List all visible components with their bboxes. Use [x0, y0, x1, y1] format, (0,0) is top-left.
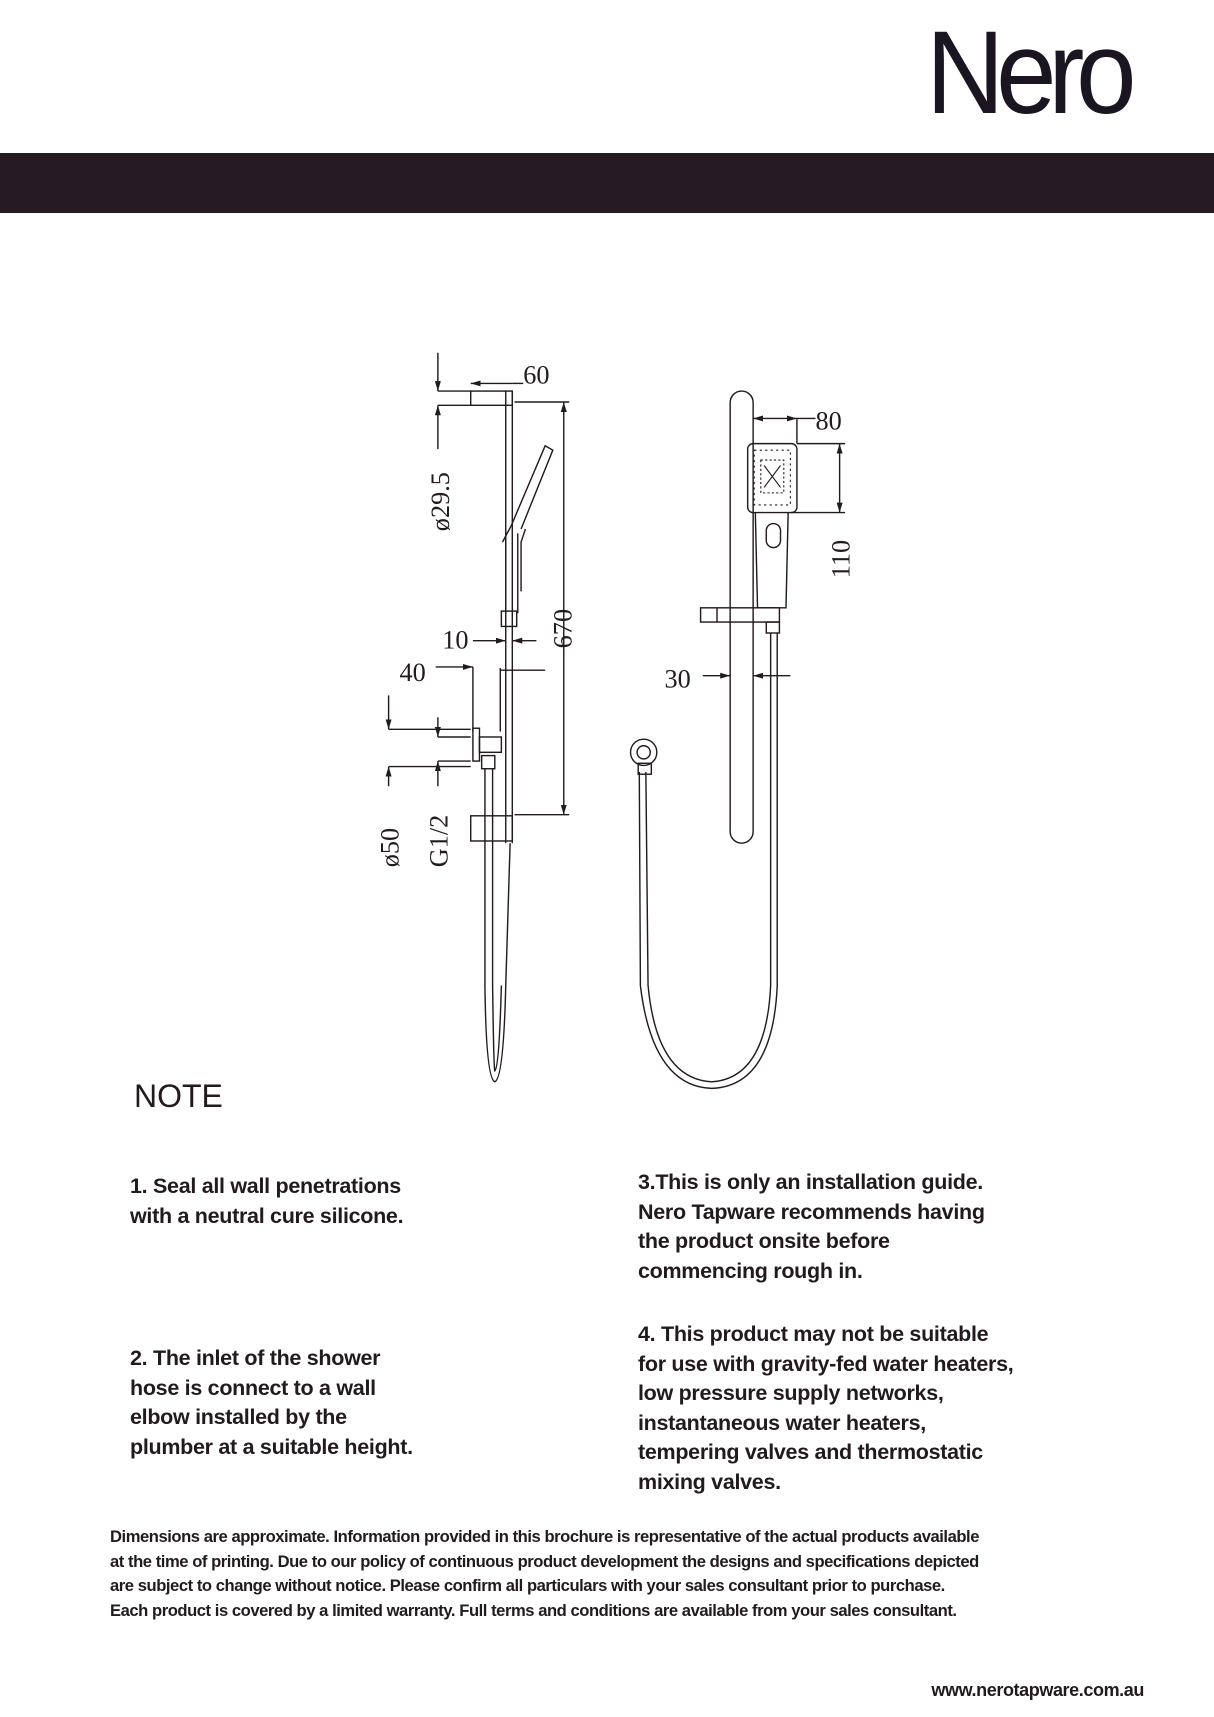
note-line: 3.This is only an installation guide. [638, 1170, 983, 1194]
dim-60: 60 [523, 360, 550, 390]
note-2 [130, 1344, 413, 1462]
dim-diameter-29-5: ø29.5 [425, 472, 455, 532]
spray-nozzles [754, 450, 790, 505]
dim-40: 40 [399, 658, 426, 688]
front-view [631, 391, 846, 1088]
note-line: low pressure supply networks, [638, 1381, 944, 1405]
note-4 [638, 1320, 1013, 1497]
disclaimer-line: at the time of printing. Due to our policy of continuous product development the designs and specifications depicted [110, 1551, 979, 1571]
nero-logo: Nero [926, 7, 1129, 139]
note-line: plumber at a suitable height. [130, 1434, 413, 1459]
note-line: mixing valves. [638, 1469, 781, 1494]
disclaimer-line: are subject to change without notice. Please confirm all particulars with your sales consultant prior to purchase. [110, 1576, 945, 1595]
disclaimer-line: Each product is covered by a limited warranty. Full terms and conditions are available from your sales consultant. [110, 1600, 957, 1620]
note-line: 4. This product may not be suitable [638, 1322, 989, 1346]
note-line: 1. Seal all wall penetrations [130, 1174, 401, 1198]
note-line: elbow installed by the [130, 1405, 347, 1429]
dim-10: 10 [442, 625, 469, 655]
dim-80: 80 [815, 406, 842, 436]
note-line: commencing rough in. [638, 1258, 863, 1283]
dim-30: 30 [664, 664, 691, 694]
dim-670: 670 [548, 608, 578, 649]
note-1 [130, 1172, 403, 1231]
disclaimer-line: Dimensions are approximate. Information provided in this brochure is representative of the actual products available [110, 1527, 979, 1546]
note-line: Nero Tapware recommends having [638, 1199, 985, 1224]
notes-title: NOTE [134, 1078, 223, 1114]
note-line: 2. The inlet of the shower [130, 1346, 381, 1370]
note-line: tempering valves and thermostatic [638, 1440, 983, 1464]
note-line: for use with gravity-fed water heaters, [638, 1351, 1014, 1376]
note-3 [638, 1168, 985, 1286]
note-line: hose is connect to a wall [130, 1375, 376, 1400]
note-line: with a neutral cure silicone. [130, 1203, 404, 1228]
website-link[interactable]: www.nerotapware.com.au [931, 1680, 1144, 1700]
dim-110: 110 [826, 539, 856, 579]
note-line: the product onsite before [638, 1229, 890, 1253]
note-line: instantaneous water heaters, [638, 1410, 926, 1435]
dim-diameter-50: ø50 [375, 827, 405, 868]
disclaimer [110, 1525, 979, 1623]
dim-thread-g1-2: G1/2 [424, 814, 454, 868]
left-side-view [389, 353, 570, 1082]
